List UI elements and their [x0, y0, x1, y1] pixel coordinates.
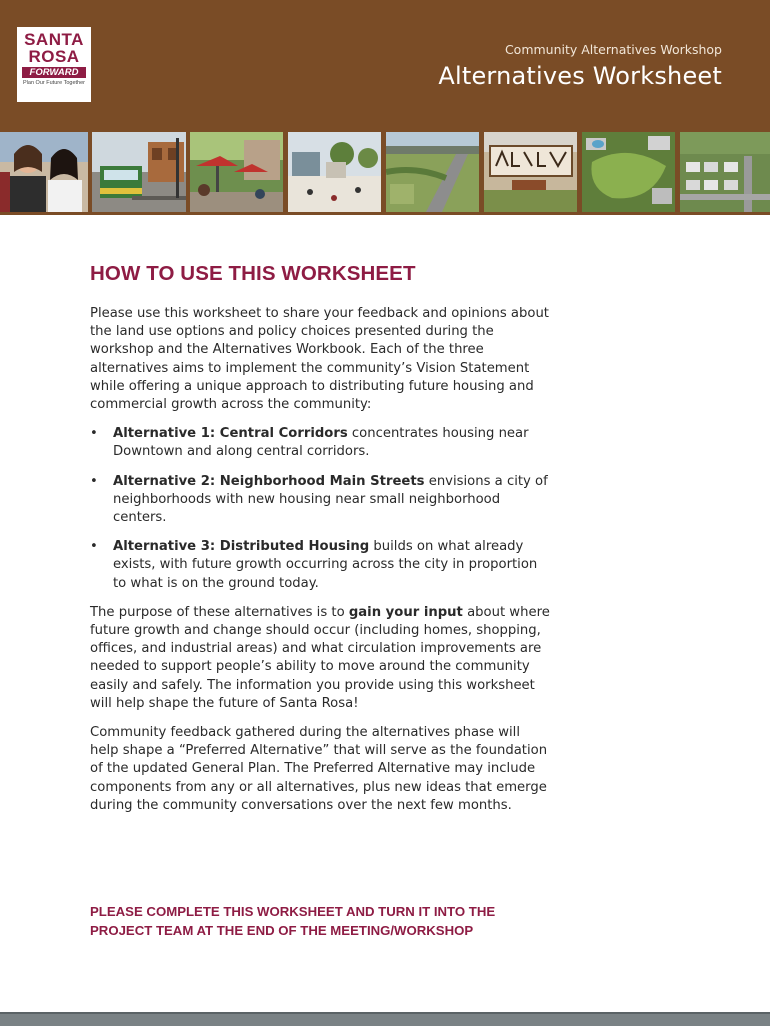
alternative-1-desc: concentrates housing near Downtown and along central corridors. [113, 426, 529, 460]
plaza-cafe-photo [190, 132, 283, 212]
alternative-3-item [90, 538, 550, 593]
alternative-1-title: Alternative 1: Central Corridors [113, 426, 348, 442]
bayer-farm-photo [484, 132, 577, 212]
logo-line-2: ROSA [28, 47, 80, 66]
header-banner [0, 0, 770, 129]
purpose-paragraph [90, 604, 550, 713]
neighborhood-aerial-photo [680, 132, 770, 212]
bullet-icon: • [90, 426, 98, 442]
purpose-before: The purpose of these alternatives is to [90, 604, 349, 620]
park-photo [288, 132, 381, 212]
page-title: Alternatives Worksheet [438, 62, 722, 90]
people-photo [0, 132, 88, 212]
alternative-2-desc: envisions a city of neighborhoods with new housing near small neighborhood centers. [113, 473, 548, 526]
alternative-3-title: Alternative 3: Distributed Housing [113, 539, 370, 555]
alternative-1-item [90, 425, 550, 461]
logo-forward: FORWARD [22, 67, 86, 78]
train-station-photo [92, 132, 186, 212]
photo-strip [0, 129, 770, 215]
purpose-bold: gain your input [348, 604, 463, 620]
worksheet-instructions [90, 262, 550, 826]
aerial-campus-photo [582, 132, 675, 212]
alternative-2-item [90, 473, 550, 528]
santa-rosa-forward-logo [17, 27, 91, 102]
header-subtitle: Community Alternatives Workshop [504, 42, 722, 57]
alternatives-list [90, 425, 550, 593]
logo-line-1: SANTA [24, 30, 84, 49]
logo-tagline: Plan Our Future Together [23, 80, 85, 86]
bullet-icon: • [90, 473, 98, 489]
call-to-action: PLEASE COMPLETE THIS WORKSHEET AND TURN IT INTO THE PROJECT TEAM AT THE END OF THE MEETING/WORKSHOP [90, 904, 496, 938]
feedback-paragraph: Community feedback gathered during the alternatives phase will help shape a “Preferred Alternative” that will serve as the foundation of the updated General Plan. The Preferred Alternative may include components from any or all alternatives, plus new ideas that emerge during the community conversations over the next few months. [90, 725, 548, 813]
alternative-3-desc: builds on what already exists, with future growth occurring across the city in proportion to what is on the ground today. [113, 539, 538, 591]
intro-paragraph: Please use this worksheet to share your feedback and opinions about the land use options and policy choices presented during the workshop and the Alternatives Workbook. Each of the three alternatives aims to implement the community’s Vision Statement while offering a unique approach to distributing future housing and commercial growth across the community: [90, 306, 549, 413]
aerial-highway-photo [386, 132, 479, 212]
purpose-after: about where future growth and change should occur (including homes, shopping, offices, and industrial areas) and what circulation improvements are needed to support people’s ability to move around the community easily and safely. The information you provide using this worksheet will help shape the future of Santa Rosa! [90, 604, 550, 711]
bullet-icon: • [90, 539, 98, 555]
section-heading: HOW TO USE THIS WORKSHEET [90, 262, 416, 285]
alternative-2-title: Alternative 2: Neighborhood Main Streets [113, 473, 425, 489]
